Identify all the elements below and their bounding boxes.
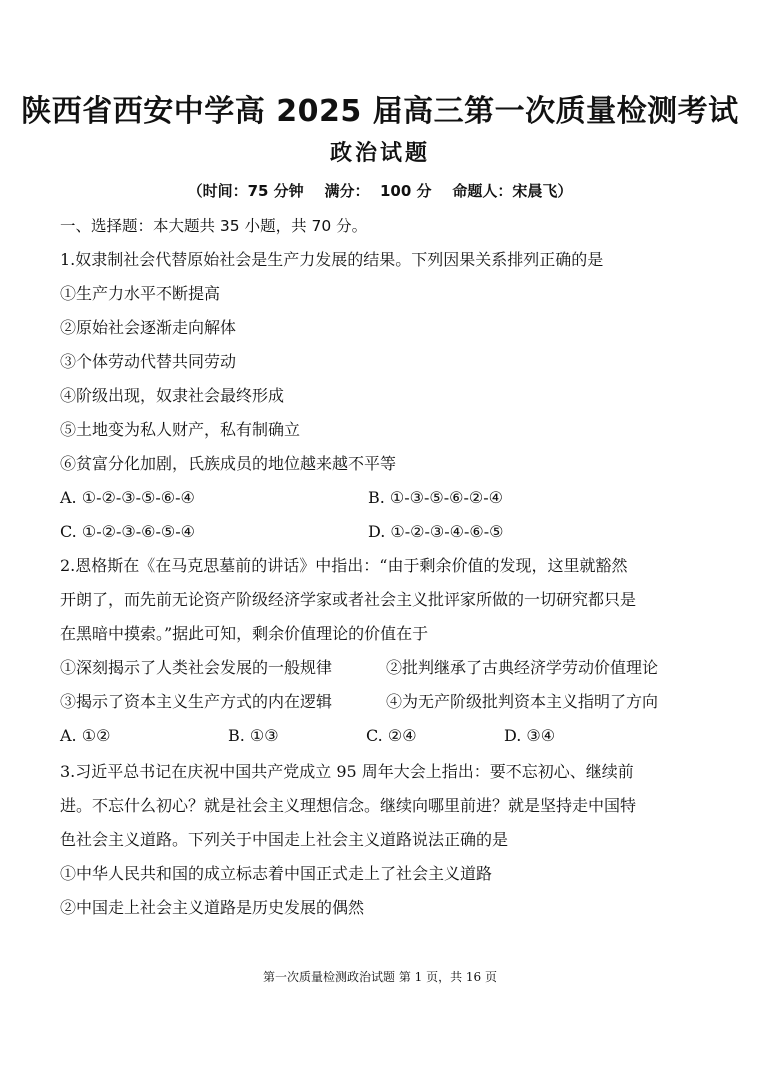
section-heading: 一、选择题：本大题共 35 小题，共 70 分。 bbox=[60, 217, 368, 235]
exam-subject: 政治试题 bbox=[329, 141, 430, 166]
question-1-item: ③个体劳动代替共同劳动 bbox=[60, 352, 237, 371]
question-3-stem: 3.习近平总书记在庆祝中国共产党成立 95 周年大会上指出：要不忘初心、继续前 bbox=[60, 762, 634, 781]
exam-title: 陕西省西安中学高 2025 届高三第一次质量检测考试 bbox=[21, 94, 739, 129]
question-2-stem: 开朗了，而先前无论资产阶级经济学家或者社会主义批评家所做的一切研究都只是 bbox=[60, 590, 637, 609]
question-2-option-b: B. ①③ bbox=[228, 726, 279, 745]
question-1-option-a: A. ①-②-③-⑤-⑥-④ bbox=[60, 488, 195, 507]
question-2-stem: 在黑暗中摸索。”据此可知，剩余价值理论的价值在于 bbox=[60, 624, 429, 643]
question-2-item: ②批判继承了古典经济学劳动价值理论 bbox=[386, 658, 659, 677]
question-1-item: ②原始社会逐渐走向解体 bbox=[60, 318, 237, 337]
question-1-item: ⑤土地变为私人财产，私有制确立 bbox=[60, 420, 301, 439]
question-2-item: ④为无产阶级批判资本主义指明了方向 bbox=[386, 692, 659, 711]
question-1-option-c: C. ①-②-③-⑥-⑤-④ bbox=[60, 522, 195, 541]
question-1-item: ④阶级出现，奴隶社会最终形成 bbox=[60, 386, 285, 405]
page-footer: 第一次质量检测政治试题 第 1 页，共 16 页 bbox=[263, 970, 497, 984]
question-2-option-a: A. ①② bbox=[60, 726, 111, 745]
question-1-option-d: D. ①-②-③-④-⑥-⑤ bbox=[368, 522, 504, 541]
question-2-item: ①深刻揭示了人类社会发展的一般规律 bbox=[60, 658, 333, 677]
question-2-option-d: D. ③④ bbox=[504, 726, 556, 745]
question-2-stem: 2.恩格斯在《在马克思墓前的讲话》中指出：“由于剩余价值的发现，这里就豁然 bbox=[60, 556, 628, 575]
question-2-item: ③揭示了资本主义生产方式的内在逻辑 bbox=[60, 692, 333, 711]
question-1-item: ①生产力水平不断提高 bbox=[60, 284, 221, 303]
question-1-option-b: B. ①-③-⑤-⑥-②-④ bbox=[368, 488, 504, 507]
exam-meta: （时间：75 分钟 满分： 100 分 命题人：宋晨飞） bbox=[187, 182, 573, 200]
question-3-stem: 进。不忘什么初心？就是社会主义理想信念。继续向哪里前进？就是坚持走中国特 bbox=[60, 796, 637, 815]
question-3-item: ①中华人民共和国的成立标志着中国正式走上了社会主义道路 bbox=[60, 864, 493, 883]
question-2-option-c: C. ②④ bbox=[366, 726, 417, 745]
question-3-item: ②中国走上社会主义道路是历史发展的偶然 bbox=[60, 898, 365, 917]
question-3-stem: 色社会主义道路。下列关于中国走上社会主义道路说法正确的是 bbox=[60, 830, 509, 849]
question-1-item: ⑥贫富分化加剧，氏族成员的地位越来越不平等 bbox=[60, 454, 397, 473]
question-1-stem: 1.奴隶制社会代替原始社会是生产力发展的结果。下列因果关系排列正确的是 bbox=[60, 250, 604, 269]
